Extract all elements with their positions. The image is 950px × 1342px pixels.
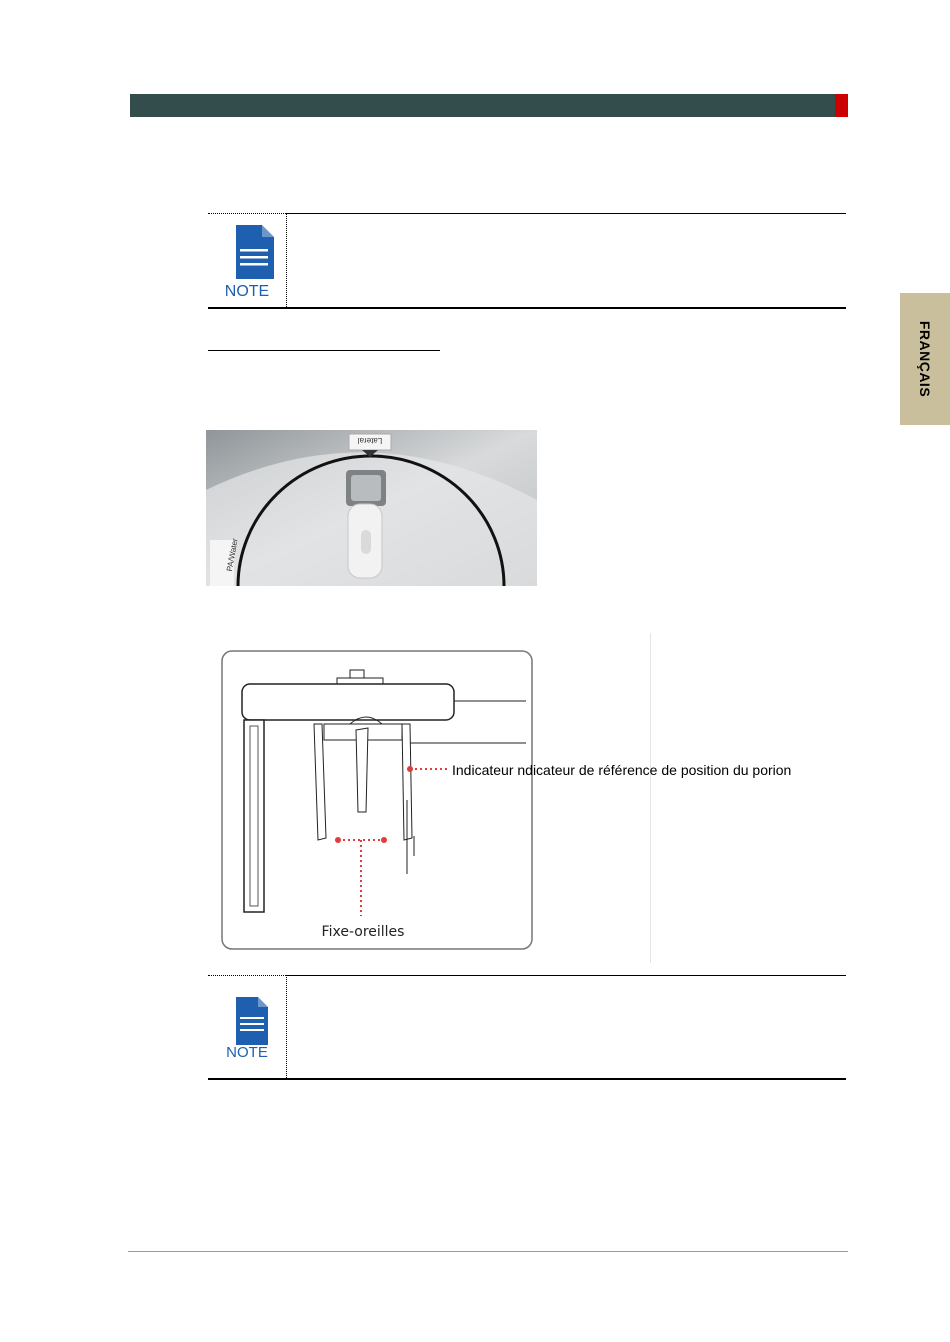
photo-sticker-left: PA/Water xyxy=(224,537,240,573)
ear-rods-label: Fixe-oreilles xyxy=(321,924,405,940)
photo-sticker-top: Lateral xyxy=(357,436,383,445)
note-label: NOTE xyxy=(226,1044,268,1061)
porion-indicator-label: Indicateur ndicateur de référence de position du porion xyxy=(452,762,792,778)
language-tab xyxy=(900,293,950,425)
note-document-icon xyxy=(218,223,278,286)
ear-rod-diagram xyxy=(206,640,846,960)
note-label: NOTE xyxy=(224,283,270,300)
note-box-1 xyxy=(208,213,846,309)
note-box-2 xyxy=(208,975,846,1080)
footer-rule xyxy=(128,1251,848,1252)
language-tab-label: FRANÇAIS xyxy=(917,320,933,398)
header-bar xyxy=(130,94,835,117)
section-heading-underline xyxy=(208,350,440,351)
header-accent xyxy=(835,94,848,117)
device-photo xyxy=(206,430,537,586)
